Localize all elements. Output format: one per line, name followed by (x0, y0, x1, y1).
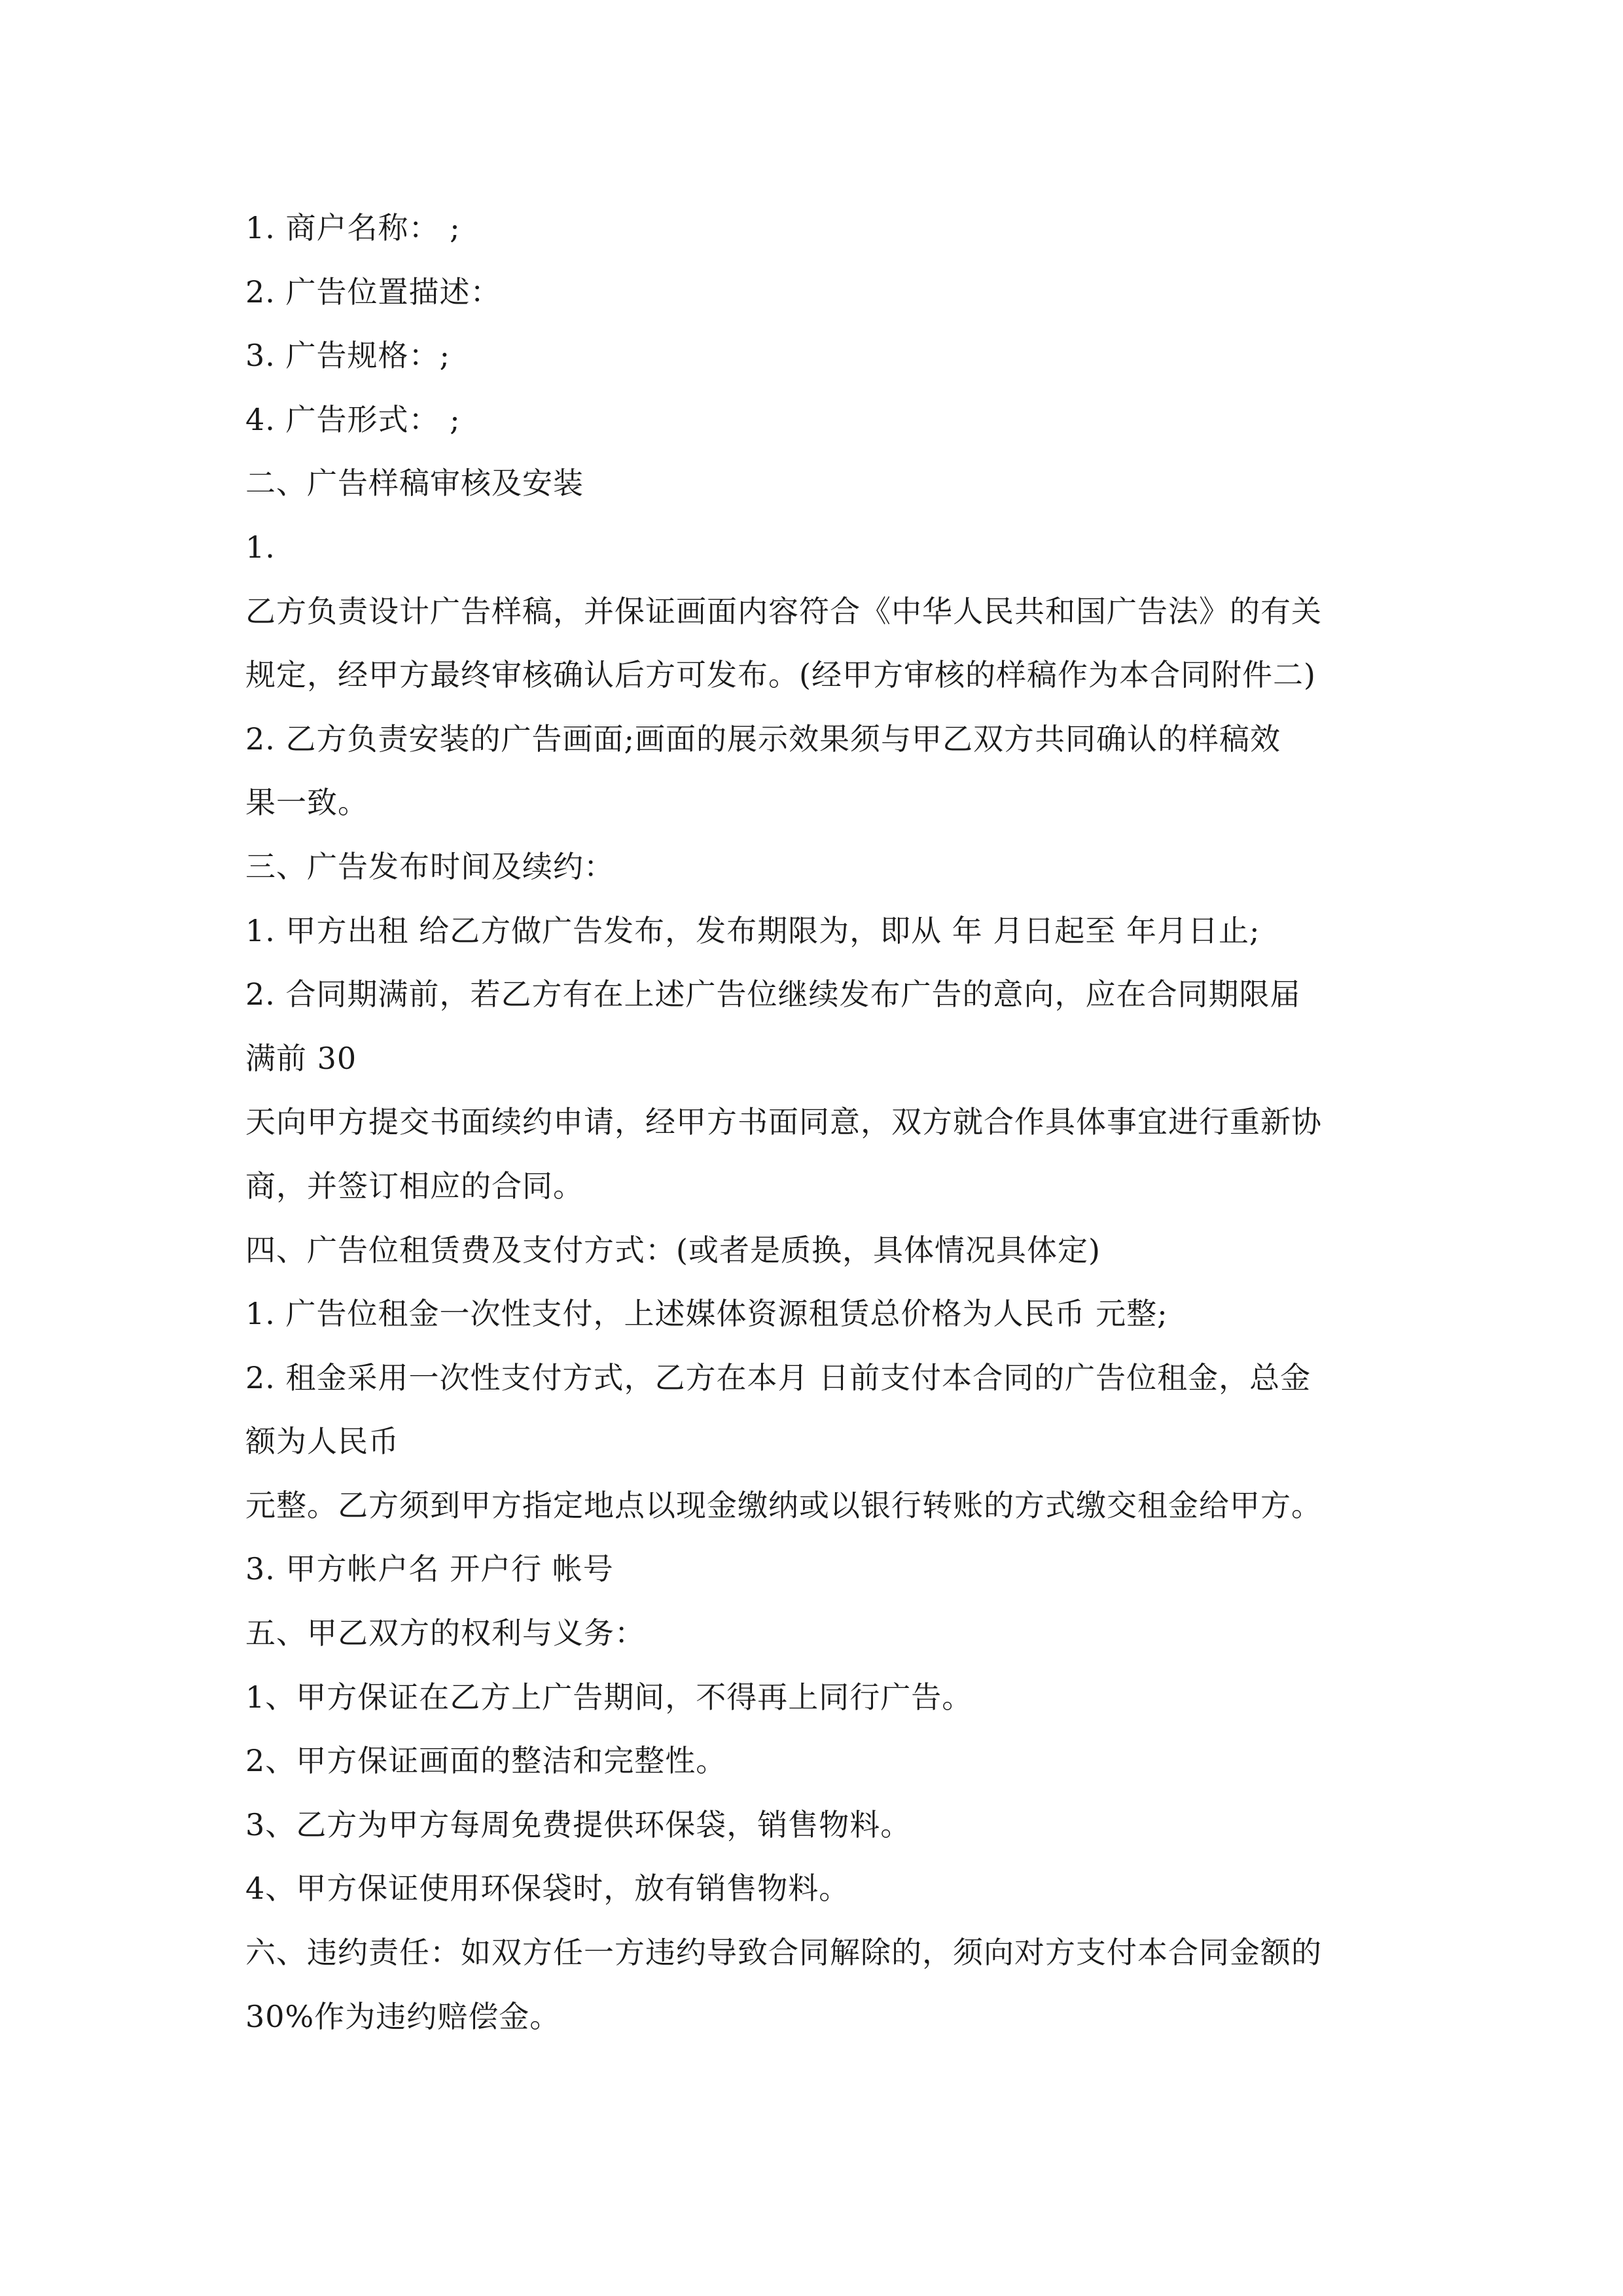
text-line: 2. 乙方负责安装的广告画面;画面的展示效果须与甲乙双方共同确认的样稿效 (245, 721, 1281, 757)
section-heading: 五、甲乙双方的权利与义务： (245, 1615, 645, 1651)
text-line: 1、甲方保证在乙方上广告期间，不得再上同行广告。 (245, 1679, 973, 1715)
text-line: 商，并签订相应的合同。 (245, 1168, 584, 1204)
section-heading: 四、广告位租赁费及支付方式：(或者是质换，具体情况具体定) (245, 1232, 1101, 1268)
text-line: 1. 甲方出租 给乙方做广告发布，发布期限为，即从 年 月日起至 年月日止; (245, 912, 1260, 948)
section-heading: 二、广告样稿审核及安装 (245, 465, 584, 501)
text-line: 1. (245, 529, 276, 565)
text-line: 3、乙方为甲方每周免费提供环保袋，销售物料。 (245, 1806, 912, 1842)
text-line: 4、甲方保证使用环保袋时，放有销售物料。 (245, 1871, 850, 1907)
text-line: 2、甲方保证画面的整洁和完整性。 (245, 1743, 727, 1779)
text-line: 规定，经甲方最终审核确认后方可发布。(经甲方审核的样稿作为本合同附件二) (245, 657, 1316, 693)
text-line: 元整。乙方须到甲方指定地点以现金缴纳或以银行转账的方式缴交租金给甲方。 (245, 1487, 1322, 1523)
text-line: 额为人民币 (245, 1424, 399, 1460)
text-line: 3. 甲方帐户名 开户行 帐号 (245, 1551, 614, 1587)
section-heading: 六、违约责任：如双方任一方违约导致合同解除的，须向对方支付本合同金额的 (245, 1935, 1322, 1971)
section-heading: 三、广告发布时间及续约： (245, 848, 615, 884)
text-line: 果一致。 (245, 785, 368, 821)
contract-body (245, 196, 1397, 2049)
text-line: 乙方负责设计广告样稿，并保证画面内容符合《中华人民共和国广告法》的有关 (245, 593, 1322, 629)
text-line: 2. 广告位置描述： (245, 274, 501, 310)
text-line: 3. 广告规格：; (245, 338, 451, 374)
text-line: 4. 广告形式： ; (245, 401, 461, 437)
text-line: 2. 合同期满前，若乙方有在上述广告位继续发布广告的意向，应在合同期限届 (245, 977, 1301, 1013)
text-line: 1. 商户名称： ; (245, 210, 461, 245)
text-line: 2. 租金采用一次性支付方式，乙方在本月 日前支付本合同的广告位租金，总金 (245, 1359, 1311, 1395)
text-line: 天向甲方提交书面续约申请，经甲方书面同意，双方就合作具体事宜进行重新协 (245, 1104, 1322, 1140)
text-line: 满前 30 (245, 1040, 357, 1076)
text-line: 30%作为违约赔偿金。 (245, 1998, 561, 2034)
text-line: 1. 广告位租金一次性支付，上述媒体资源租赁总价格为人民币 元整; (245, 1296, 1168, 1332)
